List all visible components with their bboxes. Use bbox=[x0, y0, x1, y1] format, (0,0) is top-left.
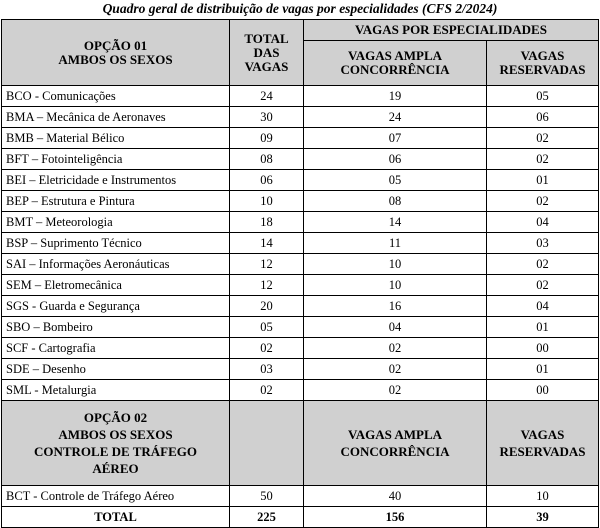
total-cell: 06 bbox=[230, 170, 304, 191]
especialidade-cell: SCF - Cartografia bbox=[2, 338, 230, 359]
reservadas-cell: 01 bbox=[487, 317, 599, 338]
ampla-cell: 40 bbox=[304, 486, 487, 507]
total-cell: 14 bbox=[230, 233, 304, 254]
total-vagas-header bbox=[230, 20, 304, 86]
especialidade-cell: BMA – Mecânica de Aeronaves bbox=[2, 107, 230, 128]
table-row bbox=[2, 170, 599, 191]
especialidade-cell: SBO – Bombeiro bbox=[2, 317, 230, 338]
table-row bbox=[2, 128, 599, 149]
table-row bbox=[2, 486, 599, 507]
total-cell: 18 bbox=[230, 212, 304, 233]
total-header-line3: VAGAS bbox=[244, 58, 289, 74]
ampla-cell: 19 bbox=[304, 86, 487, 107]
reservadas-cell: 01 bbox=[487, 170, 599, 191]
table-row bbox=[2, 191, 599, 212]
option2-title: OPÇÃO 02 bbox=[83, 410, 148, 425]
total-cell: 12 bbox=[230, 275, 304, 296]
especialidade-cell: SGS - Guarda e Segurança bbox=[2, 296, 230, 317]
reservadas-cell: 03 bbox=[487, 233, 599, 254]
especialidade-cell: BMB – Material Bélico bbox=[2, 128, 230, 149]
ampla-cell: 10 bbox=[304, 275, 487, 296]
especialidade-cell: SDE – Desenho bbox=[2, 359, 230, 380]
option2-header bbox=[2, 401, 230, 486]
ampla-cell: 02 bbox=[304, 359, 487, 380]
table-row bbox=[2, 86, 599, 107]
ampla-sum-cell: 156 bbox=[304, 507, 487, 528]
reservadas-cell: 10 bbox=[487, 486, 599, 507]
option2-reservadas-line1: VAGAS bbox=[520, 427, 565, 442]
option2-subtitle: AMBOS OS SEXOS bbox=[58, 427, 173, 442]
total-cell: 12 bbox=[230, 254, 304, 275]
option1-subtitle: AMBOS OS SEXOS bbox=[58, 51, 173, 67]
total-cell: 30 bbox=[230, 107, 304, 128]
vagas-por-especialidades-header: VAGAS POR ESPECIALIDADES bbox=[304, 20, 599, 41]
reservadas-cell: 05 bbox=[487, 86, 599, 107]
table-row bbox=[2, 275, 599, 296]
ampla-header-line1: VAGAS AMPLA bbox=[347, 48, 443, 63]
total-header-line1: TOTAL bbox=[244, 30, 289, 46]
table-row bbox=[2, 296, 599, 317]
ampla-cell: 02 bbox=[304, 380, 487, 401]
reservadas-sum-cell: 39 bbox=[487, 507, 599, 528]
option2-ampla-line2: CONCORRÊNCIA bbox=[340, 444, 450, 459]
option2-header-row bbox=[2, 401, 599, 486]
reservadas-header-line2: RESERVADAS bbox=[499, 62, 586, 77]
option2-ampla-header bbox=[304, 401, 487, 486]
total-cell: 20 bbox=[230, 296, 304, 317]
ampla-cell: 06 bbox=[304, 149, 487, 170]
ampla-cell: 11 bbox=[304, 233, 487, 254]
table-row bbox=[2, 317, 599, 338]
reservadas-cell: 02 bbox=[487, 254, 599, 275]
reservadas-cell: 02 bbox=[487, 275, 599, 296]
reservadas-cell: 02 bbox=[487, 149, 599, 170]
option2-total-header bbox=[230, 401, 304, 486]
table-row bbox=[2, 338, 599, 359]
reservadas-cell: 01 bbox=[487, 359, 599, 380]
table-row bbox=[2, 107, 599, 128]
option1-header bbox=[2, 20, 230, 86]
especialidade-cell: BSP – Suprimento Técnico bbox=[2, 233, 230, 254]
table-row bbox=[2, 254, 599, 275]
reservadas-header bbox=[487, 41, 599, 86]
ampla-cell: 05 bbox=[304, 170, 487, 191]
ampla-cell: 04 bbox=[304, 317, 487, 338]
total-header-line2: DAS bbox=[253, 44, 280, 60]
reservadas-cell: 04 bbox=[487, 296, 599, 317]
total-row bbox=[2, 507, 599, 528]
ampla-cell: 08 bbox=[304, 191, 487, 212]
table-row bbox=[2, 149, 599, 170]
especialidade-cell: BCO - Comunicações bbox=[2, 86, 230, 107]
especialidade-cell: SAI – Informações Aeronáuticas bbox=[2, 254, 230, 275]
especialidade-cell: SEM – Eletromecânica bbox=[2, 275, 230, 296]
option2-reservadas-line2: RESERVADAS bbox=[499, 444, 586, 459]
option2-reservadas-header bbox=[487, 401, 599, 486]
total-cell: 50 bbox=[230, 486, 304, 507]
total-sum-cell: 225 bbox=[230, 507, 304, 528]
reservadas-cell: 02 bbox=[487, 128, 599, 149]
table-row bbox=[2, 233, 599, 254]
total-cell: 08 bbox=[230, 149, 304, 170]
especialidade-cell: BEP – Estrutura e Pintura bbox=[2, 191, 230, 212]
table-row bbox=[2, 380, 599, 401]
total-cell: 09 bbox=[230, 128, 304, 149]
option2-subtitle-3: AÉREO bbox=[92, 461, 139, 476]
total-cell: 10 bbox=[230, 191, 304, 212]
total-cell: 24 bbox=[230, 86, 304, 107]
reservadas-cell: 06 bbox=[487, 107, 599, 128]
especialidade-cell: BEI – Eletricidade e Instrumentos bbox=[2, 170, 230, 191]
ampla-cell: 16 bbox=[304, 296, 487, 317]
ampla-cell: 14 bbox=[304, 212, 487, 233]
ampla-header-line2: CONCORRÊNCIA bbox=[340, 62, 450, 77]
option2-subtitle-2: CONTROLE DE TRÁFEGO bbox=[33, 444, 197, 459]
reservadas-cell: 04 bbox=[487, 212, 599, 233]
total-cell: 02 bbox=[230, 338, 304, 359]
total-cell: 03 bbox=[230, 359, 304, 380]
especialidade-cell: BCT - Controle de Tráfego Aéreo bbox=[2, 486, 230, 507]
especialidade-cell: BFT – Fotointeligência bbox=[2, 149, 230, 170]
reservadas-cell: 00 bbox=[487, 380, 599, 401]
table-caption: Quadro geral de distribuição de vagas por especialidades (CFS 2/2024) bbox=[102, 1, 498, 16]
especialidade-cell: SML - Metalurgia bbox=[2, 380, 230, 401]
ampla-cell: 02 bbox=[304, 338, 487, 359]
total-label: TOTAL bbox=[2, 507, 230, 528]
reservadas-header-line1: VAGAS bbox=[520, 48, 565, 63]
total-cell: 05 bbox=[230, 317, 304, 338]
option1-title: OPÇÃO 01 bbox=[83, 37, 148, 53]
vagas-table bbox=[1, 19, 599, 528]
table-row bbox=[2, 359, 599, 380]
table-row bbox=[2, 212, 599, 233]
reservadas-cell: 00 bbox=[487, 338, 599, 359]
especialidade-cell: BMT – Meteorologia bbox=[2, 212, 230, 233]
ampla-concorrencia-header bbox=[304, 41, 487, 86]
ampla-cell: 07 bbox=[304, 128, 487, 149]
total-cell: 02 bbox=[230, 380, 304, 401]
option2-ampla-line1: VAGAS AMPLA bbox=[347, 427, 443, 442]
ampla-cell: 10 bbox=[304, 254, 487, 275]
reservadas-cell: 02 bbox=[487, 191, 599, 212]
ampla-cell: 24 bbox=[304, 107, 487, 128]
